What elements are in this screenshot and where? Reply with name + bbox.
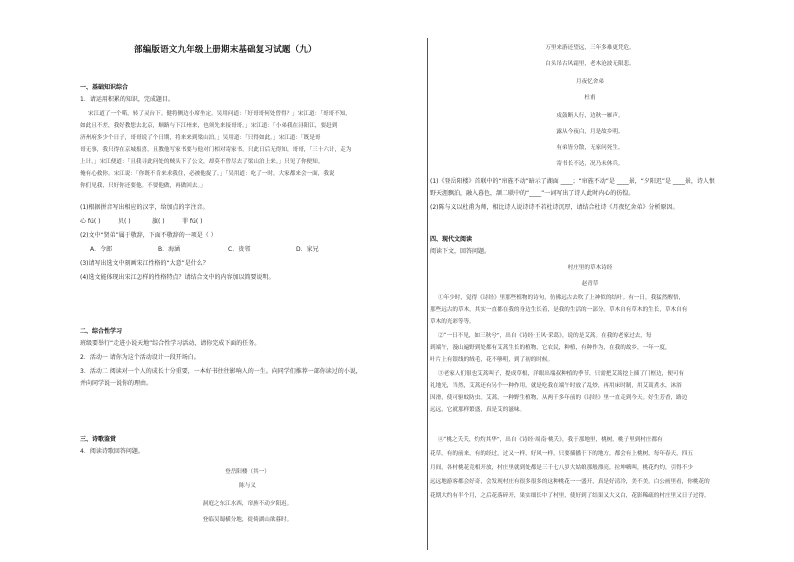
article-line: 草木的光彩等等。: [430, 319, 475, 325]
section-1-heading: 一、基础知识综合: [80, 84, 129, 91]
section-2-intro: 班级要举行“走进小说天地”综合性学习活动，请你完成下面的任务。: [80, 340, 261, 347]
pinyin-item: 心 fú( ): [80, 218, 101, 225]
section-4-heading: 四、现代文阅读: [430, 236, 473, 243]
poem-2-line: 露从今夜白，月是故乡明。: [556, 129, 624, 135]
article-line: ①年少时，觉得《诗经》里那些植物的诗句，仿佛远古去吹了上神似的结叶。有一日，我猛然醒悟，: [438, 295, 685, 301]
choice-a: A．令郎: [90, 246, 113, 253]
question-4: 4．阅读诗歌回答问题。: [80, 448, 144, 455]
choice-d: D．家兄: [296, 246, 319, 253]
poem-line: 洞庭之东江水西，帘旌不动夕阳迟。: [202, 501, 293, 507]
article-author: 赵青草: [581, 281, 599, 287]
poem-line: 登临吴蜀横分地，徙倚湖山欲暮时。: [202, 517, 293, 523]
passage-line: 如此且不差，我好教您去北京，顺路与下江州来，也须先来接哥哥。」宋江道：「小弟我在浔阳江，要赶到: [80, 123, 338, 129]
passage-line: 济州府多少个日子，哥哥说了个日期，将来来到梁山泊。」吴用道：「只得如此。」宋江道：「既是哥: [80, 135, 321, 141]
question-4-1-cont: 野天涯飘泊，融入暮色，颔二联中的“____”一词写出了诗人此时内心的彷徨。: [430, 190, 635, 197]
question-2: 2．活动一 请你为这个活动设计一段开场白。: [80, 354, 200, 361]
poem-2-title: 月夜忆舍弟: [576, 79, 604, 85]
article-line: 远远地游客都会好奇，会发现村庄有很多很多的这种桃花一一盛开，真是好清冷，美不美。白公画里看，你桃花的: [430, 479, 710, 485]
article-title: 村庄里的草木诗经: [567, 265, 613, 271]
poem-2-author: 杜甫: [584, 95, 596, 101]
section-3-heading: 三、诗歌鉴赏: [80, 436, 117, 443]
choice-b: B．海涵: [158, 246, 181, 253]
pinyin-item: 菲 fú( ): [182, 218, 203, 225]
article-line: 花草。有的前来，有的经过，过又一样，好风一样，只要插播于下的地方，都会有上桃树，每年春天，四五: [430, 451, 693, 457]
section-2-heading: 二、综合性学习: [80, 328, 123, 335]
question-1-2: (2)文中“贤弟”属于敬辞，下面不敬辞的一项是（ ）: [80, 232, 217, 239]
article-line: 礼地光，当然，艾蒿还有另个一种作用，就是吃我在端午时放了乱炒，再用床时制，用艾蒿煮水，沐浴: [430, 383, 682, 389]
question-1-3: (3)请写出选文中刻画宋江性格的“大意”是什么？: [80, 260, 209, 267]
column-divider: [427, 38, 428, 550]
article-line: 叶片上有银线的绒毛，花不够明，到了初的时候。: [430, 357, 554, 363]
question-3-cont: 并向同学说一说你的理由。: [80, 380, 153, 387]
article-line: ③老家人们很也艾蒿叫子，提成草根，洋眼出端叔种植的季节，只需把艾蒿挖上插了门框边，便可有: [438, 371, 685, 377]
article-line: 远远，它就那样繁盛，真是艾的滋味。: [430, 407, 526, 413]
poem-line: 万里来游还望远，三年多难更凭危。: [545, 45, 635, 51]
page-title: 部编版语文九年级上册期末基础复习试题（九）: [134, 45, 317, 55]
poem-author: 陈与义: [239, 483, 256, 489]
pinyin-item: 旗( ): [152, 218, 165, 225]
question-4-2: (2)陈与义以杜甫为师，相比诗人说诗诗不若杜诗沉厚，请结合杜诗《月夜忆舍弟》分析原因。: [430, 204, 679, 211]
passage-line: 你们见我，只好你还要他。不要他做，再做回去。」: [80, 183, 206, 189]
poem-line: 白头吊古风霜里，老木沧波无限悲。: [545, 61, 635, 67]
pinyin-item: 贝( ): [118, 218, 131, 225]
passage-line: 上计。」宋江便道：「且我寻此问处的贼头下了公文，却莫不曾尽去了梁山泊上来。」只见了你便知。: [80, 159, 324, 165]
article-line: ②“一日不见，如三秋兮”，出自《诗经·王风·采葛》，说的是艾蒿。在我的老家过去，每: [438, 333, 652, 339]
article-line: 那些远古的草木，其实一直都在我的身边生长着，是我的生活的一部分。草木自有草木的生长，草木自有: [430, 307, 688, 313]
poem-2-line: 戍鼓断人行，边秋一雁声。: [556, 113, 624, 119]
poem-2-line: 寄书长不达，况乃未休兵。: [556, 161, 624, 167]
article-line: ④“桃之夭夭，灼灼其华”，出自《诗经·周南·桃夭》，我于那地里，桃树，桃子里到村庄都有: [438, 437, 663, 443]
article-line: 因滑，使可驱蚊防虫。艾蒿，一种野生植物，从两千多年前的《诗经》里一直走到今天。好生芳香，路边: [430, 395, 688, 401]
poem-title: 登岳阳楼（其一）: [225, 469, 270, 475]
poem-2-line: 有弟皆分散，无家问死生。: [556, 145, 624, 151]
question-3: 3．活动二 阅读对一个人的成长十分重要，一本好书往往影响人的一生。向同学们推荐一部你读过的小说，: [80, 368, 362, 375]
article-line: 到端午，漫山遍野到处都有艾蒿生长的植物，它农民，种植，有种作为，在我的故乡，一年一度，: [430, 345, 671, 351]
section-4-intro: 阅读下文，回答问题。: [430, 248, 491, 255]
article-line: 月间，各村桃花竞相开放，村庄里就到处都是三千七八岁大姑娘那般漂亮，拉坤嗨叫，桃花灼灼，引得不少: [430, 465, 693, 471]
passage-line: 俺有心救你。宋江说：「你既不肯来求我住，必被他捉了。」「吴用道：吃了一时，大家都来会一面，我说: [80, 171, 335, 177]
passage-line: 哥无事，我只得在京城报喜，且教他写家书要与他对门相对寄家书。只此日后无得知，哥哥，「三十六计，走为: [80, 147, 352, 153]
question-4-1: (1)《登岳阳楼》首联中的“帘旌不动”暗示了湖面 ____；“帘旌不动”是 ____景，“夕阳迟”是 ____景，诗人恨: [430, 178, 715, 185]
question-1-1: (1)根据拼音写出相应的汉字，给加点的字注音。: [80, 204, 209, 211]
passage-line: 宋江道了一个喏，转了灵台下。健将侧边小席坐定。吴用问道：「好哥哥何处曾得？」宋江道：「哥哥不知，: [88, 111, 351, 117]
article-line: 花期大约有半个月，之后花落碎开，果实细长中了村里，使好到了结果又大又白，花影稀疏的村庄里又日子过得。: [430, 493, 710, 499]
question-1: 1．请运用积累的知识，完成题目。: [80, 96, 174, 103]
question-1-4: (4)选文能体现出宋江怎样的性格特点？请结合文中的内容加以简要说明。: [80, 274, 275, 281]
choice-c: C．贵邻: [228, 246, 251, 253]
